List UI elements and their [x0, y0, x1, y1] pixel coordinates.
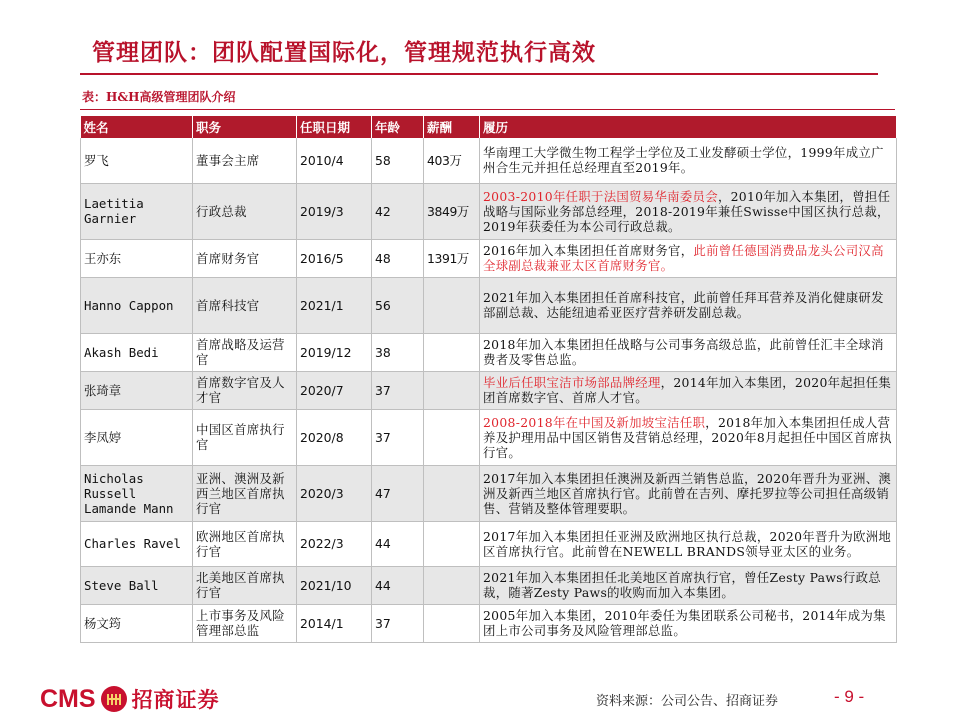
table-row [81, 333, 897, 371]
cell-name: 杨文筠 [81, 604, 193, 642]
table-row [81, 465, 897, 521]
header-role: 职务 [193, 116, 297, 138]
cell-age: 44 [372, 521, 424, 566]
resume-highlight: 毕业后任职宝洁市场部品牌经理 [483, 375, 661, 390]
resume-text: 2005年加入本集团，2010年委任为集团联系公司秘书，2014年成为集团上市公司事务及风险管理部总监。 [483, 608, 886, 638]
cell-date: 2016/5 [297, 239, 372, 277]
cell-date: 2020/7 [297, 371, 372, 409]
cell-resume [480, 409, 897, 465]
header-age: 年龄 [372, 116, 424, 138]
table-row [81, 604, 897, 642]
management-team-table [80, 116, 897, 643]
logo-emblem-icon [101, 686, 127, 712]
resume-highlight: 此前曾任德国消费品龙头公司汉高全球副总裁兼亚太区首席财务官。 [483, 243, 884, 273]
cell-role: 首席战略及运营官 [193, 333, 297, 371]
table-row [81, 183, 897, 239]
cell-name: Charles Ravel [81, 521, 193, 566]
cell-resume [480, 521, 897, 566]
cell-pay: 3849万 [424, 183, 480, 239]
cell-resume [480, 138, 897, 183]
resume-text: 华南理工大学微生物工程学士学位及工业发酵硕士学位，1999年成立广州合生元并担任总经理直至2019年。 [483, 145, 884, 176]
table-caption: 表：H&H高级管理团队介绍 [82, 90, 236, 104]
cell-date: 2021/10 [297, 566, 372, 604]
table-body [81, 138, 897, 642]
cell-age: 44 [372, 566, 424, 604]
cell-resume [480, 333, 897, 371]
cell-age: 37 [372, 409, 424, 465]
table-row [81, 521, 897, 566]
cell-name: 李凤婷 [81, 409, 193, 465]
cell-resume [480, 604, 897, 642]
cell-age: 58 [372, 138, 424, 183]
cell-role: 首席财务官 [193, 239, 297, 277]
table-row [81, 566, 897, 604]
title-divider [80, 73, 878, 75]
cell-role: 首席数字官及人才官 [193, 371, 297, 409]
cell-role: 首席科技官 [193, 277, 297, 333]
cell-name: Hanno Cappon [81, 277, 193, 333]
cell-resume [480, 566, 897, 604]
table-row [81, 409, 897, 465]
header-pay: 薪酬 [424, 116, 480, 138]
cell-name: Akash Bedi [81, 333, 193, 371]
cell-resume [480, 465, 897, 521]
resume-text: ，2010年加入本集团，曾担任战略与国际业务部总经理，2018-2019年兼任Swisse中国区执行总裁，2019年获委任为本公司行政总裁。 [483, 188, 891, 234]
table-header-row [81, 116, 897, 138]
cell-pay: 403万 [424, 138, 480, 183]
page-number: - 9 - [834, 687, 865, 706]
cell-name: 罗飞 [81, 138, 193, 183]
resume-text: 2021年加入本集团担任北美地区首席执行官，曾任Zesty Paws行政总裁，随著Zesty Paws的收购而加入本集团。 [483, 570, 881, 600]
cell-date: 2021/1 [297, 277, 372, 333]
cell-pay [424, 371, 480, 409]
cell-date: 2019/3 [297, 183, 372, 239]
company-logo [40, 684, 220, 714]
resume-text: 2021年加入本集团担任首席科技官，此前曾任拜耳营养及消化健康研发部副总裁、达能纽迪希亚医疗营养研发副总裁。 [483, 290, 884, 320]
resume-text: ，2018年加入本集团担任成人营养及护理用品中国区销售及营销总经理，2020年8月起担任中国区首席执行官。 [483, 414, 892, 460]
table-row [81, 371, 897, 409]
cell-resume [480, 371, 897, 409]
cell-pay [424, 277, 480, 333]
cell-pay [424, 333, 480, 371]
cell-role: 董事会主席 [193, 138, 297, 183]
cell-name: 张琦章 [81, 371, 193, 409]
cell-pay: 1391万 [424, 239, 480, 277]
cell-name: Nicholas Russell Lamande Mann [81, 465, 193, 521]
cell-name: Laetitia Garnier [81, 183, 193, 239]
cell-name: Steve Ball [81, 566, 193, 604]
resume-text: 2016年加入本集团担任首席财务官， [483, 243, 694, 258]
cell-pay [424, 566, 480, 604]
cell-date: 2020/3 [297, 465, 372, 521]
cell-date: 2019/12 [297, 333, 372, 371]
cell-role: 中国区首席执行官 [193, 409, 297, 465]
cell-date: 2020/8 [297, 409, 372, 465]
cell-date: 2014/1 [297, 604, 372, 642]
header-name: 姓名 [81, 116, 193, 138]
cell-role: 北美地区首席执行官 [193, 566, 297, 604]
resume-text: 2018年加入本集团担任战略与公司事务高级总监，此前曾任汇丰全球消费者及零售总监。 [483, 337, 884, 367]
resume-text: ，2014年加入本集团，2020年起担任集团首席数字官、首席人才官。 [483, 375, 892, 405]
cell-age: 37 [372, 604, 424, 642]
cell-pay [424, 604, 480, 642]
cell-resume [480, 183, 897, 239]
cell-resume [480, 239, 897, 277]
cell-role: 欧洲地区首席执行官 [193, 521, 297, 566]
cell-date: 2010/4 [297, 138, 372, 183]
caption-divider [80, 109, 895, 110]
cell-age: 38 [372, 333, 424, 371]
resume-text: 2017年加入本集团担任澳洲及新西兰销售总监，2020年晋升为亚洲、澳洲及新西兰地区首席执行官。此前曾在吉列、摩托罗拉等公司担任高级销售、营销及整体管理要职。 [483, 470, 892, 516]
cell-resume [480, 277, 897, 333]
table-row [81, 138, 897, 183]
cell-age: 48 [372, 239, 424, 277]
header-date: 任职日期 [297, 116, 372, 138]
cell-role: 上市事务及风险管理部总监 [193, 604, 297, 642]
cell-date: 2022/3 [297, 521, 372, 566]
cell-role: 行政总裁 [193, 183, 297, 239]
source-note: 资料来源：公司公告、招商证券 [596, 694, 779, 709]
table-row [81, 239, 897, 277]
resume-highlight: 2003-2010年任职于法国贸易华南委员会 [483, 188, 718, 204]
cell-pay [424, 409, 480, 465]
cell-age: 42 [372, 183, 424, 239]
cell-age: 47 [372, 465, 424, 521]
cell-pay [424, 465, 480, 521]
cell-name: 王亦东 [81, 239, 193, 277]
page-title: 管理团队：团队配置国际化，管理规范执行高效 [92, 39, 596, 66]
cell-pay [424, 521, 480, 566]
resume-text: 2017年加入本集团担任亚洲及欧洲地区执行总裁，2020年晋升为欧洲地区首席执行官。此前曾在NEWELL BRANDS领导亚太区的业务。 [483, 528, 892, 559]
resume-highlight: 2008-2018年在中国及新加坡宝洁任职 [483, 414, 706, 430]
table-row [81, 277, 897, 333]
cell-age: 56 [372, 277, 424, 333]
header-resume: 履历 [480, 116, 897, 138]
logo-chinese: 招商证券 [131, 687, 220, 712]
cell-role: 亚洲、澳洲及新西兰地区首席执行官 [193, 465, 297, 521]
logo-text: CMS [40, 684, 96, 713]
cell-age: 37 [372, 371, 424, 409]
